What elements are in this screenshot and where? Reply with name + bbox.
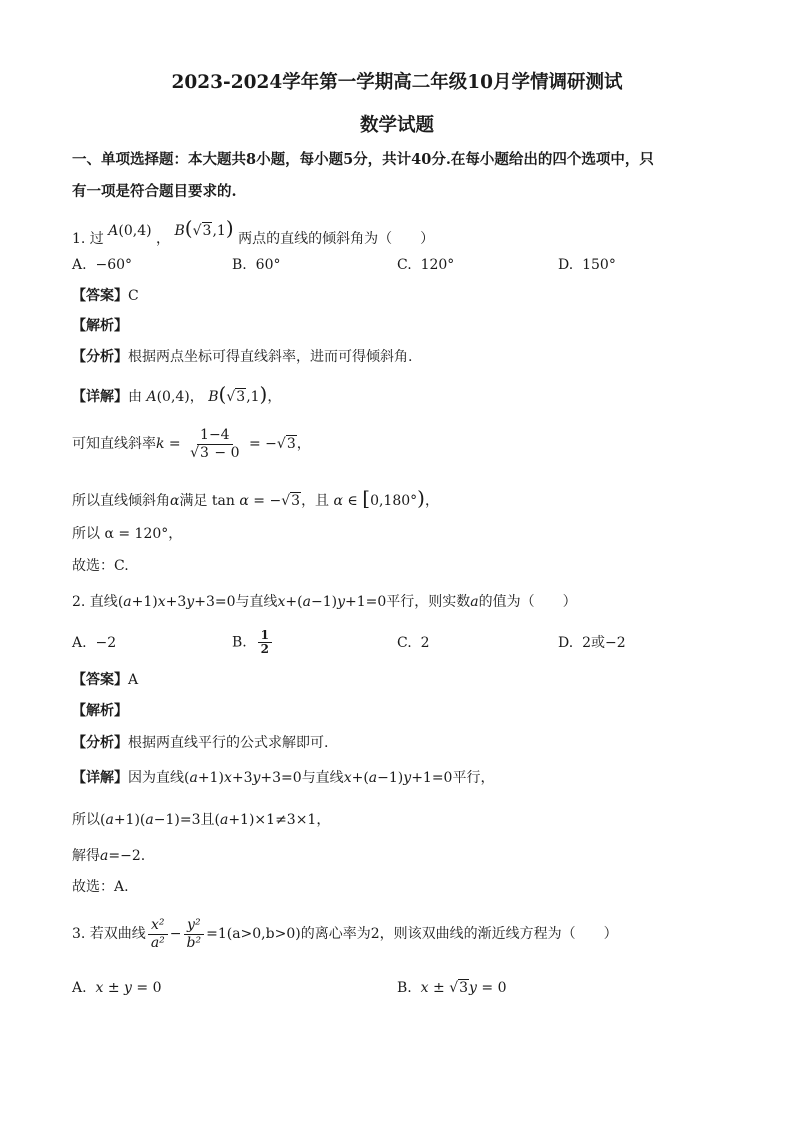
point-b: B(√3,1): [174, 216, 234, 240]
question-2-detail-4: 故选：A.: [72, 879, 129, 895]
question-3-stem: 3. 若双曲线 $\frac{\text{x²}}{\text{a²}}$ − $\frac{\text{y²}}{\text{b²}}$ =1(a>0,b>0)的离心率为2，则该双曲线的渐近线方程为（ ）: [72, 916, 618, 951]
document-title: 2023-2024学年第一学期高二年级10月学情调研测试: [171, 72, 623, 93]
option-a[interactable]: A. −60°: [72, 257, 133, 273]
question-1-detail-4: 所以 α = 120°，: [72, 526, 183, 542]
option-c[interactable]: C. 2: [397, 635, 430, 651]
question-1-detail-1: 【详解】由 A(0,4)， B(√3,1)，: [72, 382, 282, 406]
question-1-tail: 两点的直线的倾斜角为（ ）: [238, 231, 435, 247]
question-2-stem: 2. 直线(a+1)x+3y+3=0与直线x+(a−1)y+1=0平行，则实数a的值为（ ）: [72, 594, 577, 610]
comma: ，: [156, 231, 171, 247]
question-2-detail-1: 【详解】因为直线(a+1)x+3y+3=0与直线x+(a−1)y+1=0平行，: [72, 770, 495, 786]
option-b[interactable]: B. x ± √3y = 0: [397, 980, 507, 996]
question-1-jiexi-label: 【解析】: [72, 318, 128, 334]
question-2-answer: 【答案】A: [72, 672, 139, 688]
question-1-answer: 【答案】C: [72, 288, 139, 304]
question-1-stem: [72, 216, 435, 249]
section-heading-line2: 有一项是符合题目要求的.: [72, 183, 237, 200]
question-1-number: 1. 过: [72, 231, 104, 247]
option-c[interactable]: C. 120°: [397, 257, 455, 273]
section-heading-line1: 一、单项选择题：本大题共8小题，每小题5分，共计40分.在每小题给出的四个选项中，只: [72, 151, 654, 168]
hyperbola-y-term: $\frac{\text{y²}}{\text{b²}}$: [184, 917, 205, 952]
question-3-options: [72, 978, 732, 998]
question-2-options: [72, 628, 732, 657]
option-a[interactable]: A. −2: [72, 635, 117, 651]
question-1-detail-5: 故选：C.: [72, 558, 129, 574]
option-a[interactable]: A. x ± y = 0: [72, 980, 162, 996]
question-1-options: [72, 255, 732, 275]
question-1-detail-3: 所以直线倾斜角α满足 tan α = −√3，且 α ∈ [0,180°)，: [72, 486, 439, 510]
question-1-analysis: 【分析】根据两点坐标可得直线斜率，进而可得倾斜角.: [72, 349, 413, 365]
option-d[interactable]: D. 2或−2: [558, 635, 626, 651]
question-1-detail-2: 可知直线斜率k = $\frac{1-4}{√3 - 0}$ = −√3，: [72, 426, 311, 461]
question-2-detail-3: 解得a=−2.: [72, 848, 146, 864]
question-2-jiexi-label: 【解析】: [72, 703, 128, 719]
slope-fraction: $\frac{1-4}{√3 - 0}$: [190, 426, 240, 461]
option-d[interactable]: D. 150°: [558, 257, 616, 273]
option-b[interactable]: B. $\frac{1}{2}$: [232, 629, 274, 656]
question-2-analysis: 【分析】根据两直线平行的公式求解即可.: [72, 735, 329, 751]
question-2-detail-2: 所以(a+1)(a−1)=3且(a+1)×1≠3×1，: [72, 812, 331, 828]
document-subtitle: 数学试题: [359, 115, 434, 136]
hyperbola-x-term: $\frac{\text{x²}}{\text{a²}}$: [148, 917, 168, 952]
option-b[interactable]: B. 60°: [232, 257, 281, 273]
point-a: A(0,4): [108, 223, 152, 239]
